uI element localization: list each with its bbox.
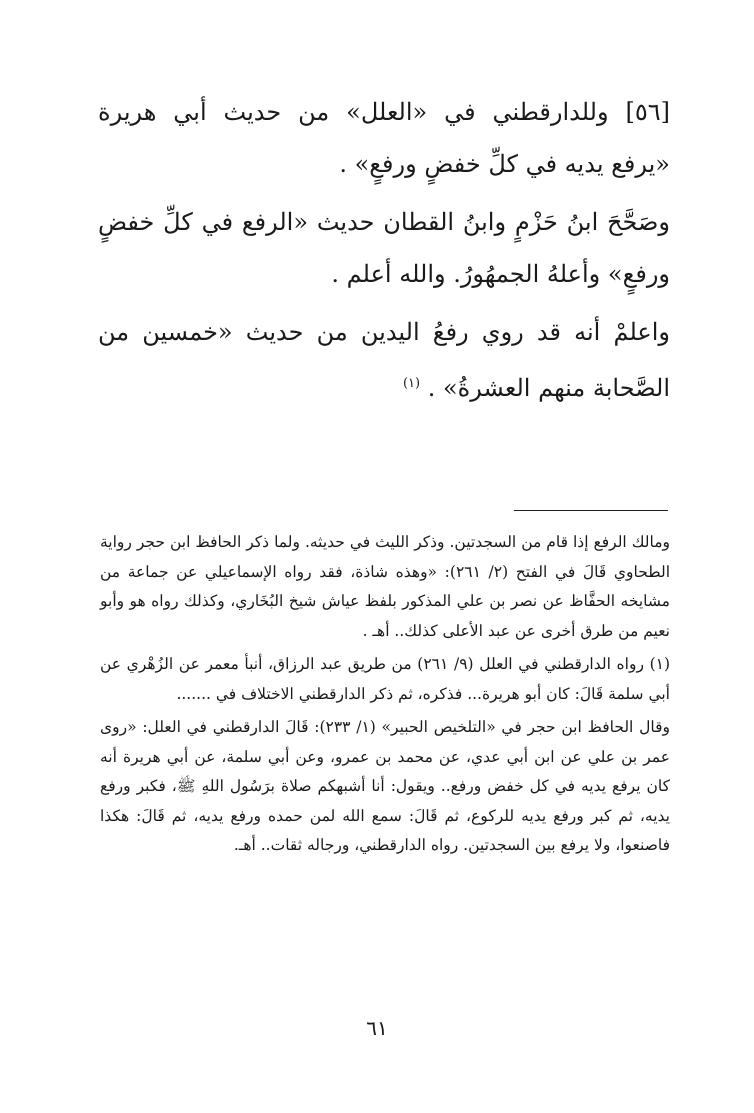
footnote-continuation: ومالك الرفع إذا قام من السجدتين. وذكر الليث في حديثه. ولما ذكر الحافظ ابن حجر رواية الطحاوي قَالَ في الفتح (٢/ ٢٦١): «وهذه شاذة، فقد رواه الإسماعيلي عن جماعة من مشايخه الحفَّاظ عن نصر بن علي المذكور بلفظ عياش شيخ البُخَاري، وكذلك رواه هو وأبو نعيم من طرق أخرى عن عبد الأعلى كذلك.. أهـ . (100, 533, 671, 640)
footnote-1: (١) رواه الدارقطني في العلل (٩/ ٢٦١) من طريق عبد الرزاق، أنبأ معمر عن الزُهْري عن أبي سلمة قَالَ: كان أبو هريرة... فذكره، ثم ذكر الدارقطني الاختلاف في ....... (100, 655, 671, 703)
main-paragraph-2: وصَحَّحَ ابنُ حَزْمٍ وابنُ القطان حديث «الرفع في كلِّ خفضٍ ورفعٍ» وأعلهُ الجمهُورُ. والله أعلم . (98, 208, 670, 288)
main-paragraph-3 (98, 306, 670, 414)
footnote-separator (514, 510, 668, 511)
main-paragraph-1: [٥٦] وللدارقطني في «العلل» من حديث أبي هريرة «يرفع يديه في كلِّ خفضٍ ورفعٍ» . (98, 98, 670, 178)
main-paragraph-3-text: واعلمْ أنه قد روي رفعُ اليدين من حديث «خمسين من الصَّحابة منهم العشرةُ» . (98, 318, 670, 402)
footnote-1-continued: وقال الحافظ ابن حجر في «التلخيص الحبير» (١/ ٢٣٣): قَالَ الدارقطني في العلل: «روى عمر بن علي عن ابن أبي عدي، عن محمد بن عمرو، وعن أبي سلمة، عن أبي هريرة أنه كان يرفع يديه في كل خفض ورفع.. ويقول: أنا أشبهكم صلاة برَسُول اللهِ ﷺ، فكبر ورفع يديه، ثم كبر ورفع يديه للركوع، ثم قَالَ: سمع الله لمن حمده ورفع يديه، ثم قَالَ: هكذا فاصنعوا، ولا يرفع بين السجدتين. رواه الدارقطني، ورجاله ثقات.. أهـ. (100, 718, 670, 854)
footnotes (100, 528, 670, 865)
main-text (98, 86, 670, 420)
footnote-marker: (١) (402, 376, 421, 391)
page-number: ٦١ (366, 1016, 388, 1040)
